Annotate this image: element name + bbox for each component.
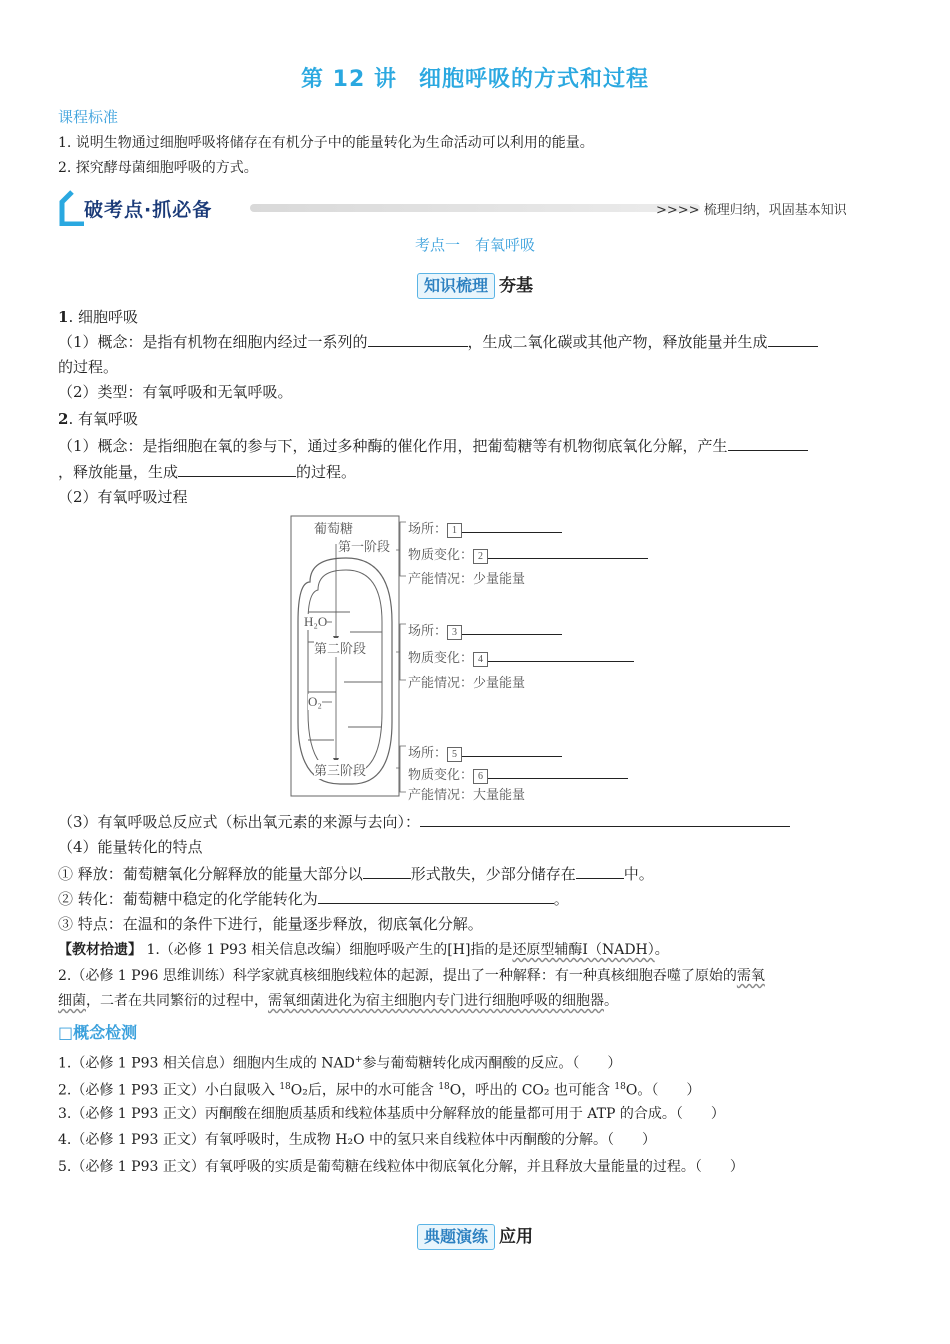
banner-bracket-icon	[58, 190, 88, 226]
section-tag	[0, 271, 950, 299]
check-item: 3.（必修 1 P93 正文）丙酮酸在细胞质基质和线粒体基质中分解释放的能量都可用于 ATP 的合成。（ ）	[58, 1106, 725, 1122]
check-item: 5.（必修 1 P93 正文）有氧呼吸的实质是葡萄糖在线粒体中彻底氧化分解，并且释放大量能量的过程。（ ）	[58, 1159, 744, 1175]
stage2-place: 场所： 3	[408, 618, 562, 640]
k3-release: ① 释放：葡萄糖氧化分解释放的能量大部分以 形式散失，少部分储存在 中。	[58, 862, 898, 886]
standards-heading: 课程标准	[58, 108, 119, 126]
stage3-energy: 产能情况：大量能量	[408, 787, 526, 802]
tag-suffix: 夯基	[499, 276, 533, 296]
stage3-label: 第三阶段	[314, 760, 366, 779]
tag-suffix: 应用	[499, 1227, 533, 1247]
stage3-change: 物质变化： 6	[408, 762, 628, 784]
section-banner	[58, 190, 858, 226]
page-title: 第 12 讲 细胞呼吸的方式和过程	[301, 67, 649, 92]
k3-convert: ② 转化：葡萄糖中稳定的化学能转化为 。	[58, 887, 898, 911]
stage3-place: 场所： 5	[408, 740, 562, 762]
standard-item: 1. 说明生物通过细胞呼吸将储存在有机分子中的能量转化为生命活动可以利用的能量。	[58, 135, 594, 151]
respiration-diagram	[290, 512, 670, 802]
stage1-energy: 产能情况：少量能量	[408, 571, 526, 586]
k1-heading: 1. 细胞呼吸	[58, 308, 138, 326]
stage2-change: 物质变化： 4	[408, 645, 634, 667]
banner-left-text: 破考点·抓必备	[84, 198, 213, 221]
k3-energy-title: （4）能量转化的特点	[58, 838, 203, 856]
k2-process: （2）有氧呼吸过程	[58, 488, 188, 506]
k2-heading: 2. 有氧呼吸	[58, 410, 138, 428]
stage1-place: 场所： 1	[408, 516, 562, 538]
k2-concept: （1）概念：是指细胞在氧的参与下，通过多种酶的催化作用，把葡萄糖等有机物彻底氧化分解，产生	[58, 434, 898, 458]
standard-item: 2. 探究酵母菌细胞呼吸的方式。	[58, 160, 258, 176]
k2-concept-2: ，释放能量，生成 的过程。	[58, 460, 898, 484]
k3-formula: （3）有氧呼吸总反应式（标出氧元素的来源与去向）：	[58, 810, 898, 834]
check-item: 2.（必修 1 P93 正文）小白鼠吸入 $^{18}$O₂后，尿中的水可能含 $^{18}$O，呼出的 CO₂ 也可能含 $^{18}$O。（ ）	[58, 1082, 701, 1099]
textbook-item-2: 2.（必修 1 P96 思维训练）科学家就真核细胞线粒体的起源，提出了一种解释：有一种真核细胞吞噬了原始的需氧	[58, 968, 765, 984]
banner-right-text: >>>> 梳理归纳，巩固基本知识	[656, 203, 847, 218]
section-tag-2	[0, 1222, 950, 1250]
k1-type: （2）类型：有氧呼吸和无氧呼吸。	[58, 383, 293, 401]
textbook-item-1: 【教材拾遗】 1.（必修 1 P93 相关信息改编）细胞呼吸产生的[H]指的是还原型辅酶Ⅰ（NADH）。	[58, 942, 669, 958]
check-heading: □概念检测	[58, 1023, 138, 1042]
check-item: 1.（必修 1 P93 相关信息）细胞内生成的 NAD+参与葡萄糖转化成丙酮酸的反应。（ ）	[58, 1055, 622, 1072]
h2o-label: H₂O	[304, 614, 328, 629]
stage1-change: 物质变化： 2	[408, 542, 648, 564]
tag-label: 典题演练	[417, 1224, 495, 1250]
k1-concept: （1）概念：是指有机物在细胞内经过一系列的 ，生成二氧化碳或其他产物，释放能量并生成	[58, 330, 898, 354]
k3-feature: ③ 特点：在温和的条件下进行，能量逐步释放，彻底氧化分解。	[58, 915, 483, 933]
check-item: 4.（必修 1 P93 正文）有氧呼吸时，生成物 H₂O 中的氢只来自线粒体中丙酮酸的分解。（ ）	[58, 1132, 657, 1148]
banner-divider	[250, 204, 700, 212]
textbook-item-2-cont: 细菌，二者在共同繁衍的过程中，需氧细菌进化为宿主细胞内专门进行细胞呼吸的细胞器。	[58, 993, 618, 1009]
k1-concept-end: 的过程。	[58, 358, 119, 376]
tag-label: 知识梳理	[417, 273, 495, 299]
stage2-label: 第二阶段	[314, 638, 366, 657]
glucose-label: 葡萄糖	[314, 521, 354, 536]
section-title: 考点一 有氧呼吸	[414, 236, 535, 254]
stage2-energy: 产能情况：少量能量	[408, 675, 526, 690]
stage1-label: 第一阶段	[338, 536, 390, 555]
o2-label: O₂	[308, 694, 322, 709]
